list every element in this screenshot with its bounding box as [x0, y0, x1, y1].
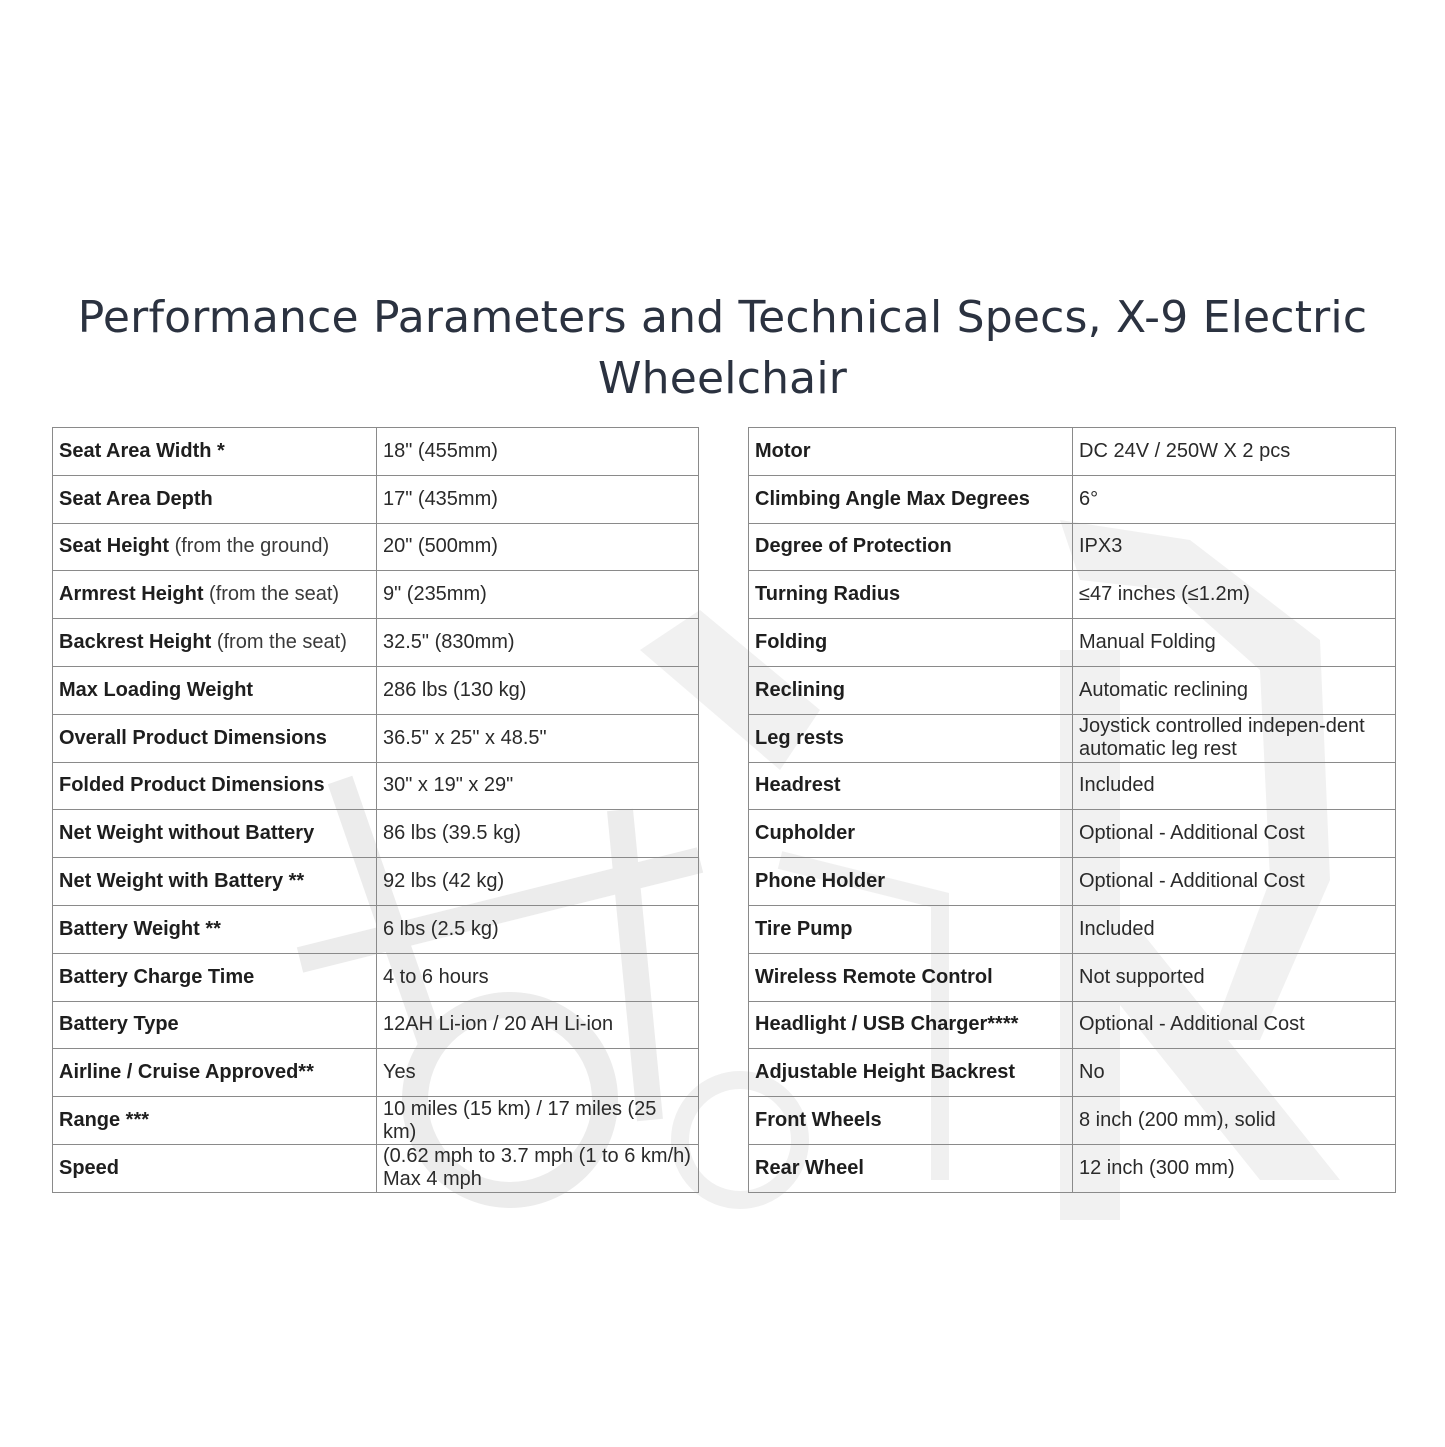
spec-label: Cupholder	[749, 810, 1073, 858]
spec-label: Range ***	[53, 1097, 377, 1145]
spec-label: Armrest Height (from the seat)	[53, 571, 377, 619]
spec-label: Headrest	[749, 762, 1073, 810]
specs-table-right	[748, 427, 1396, 1193]
spec-label: Speed	[53, 1144, 377, 1192]
spec-value: Joystick controlled indepen-dent automatic leg rest	[1073, 714, 1396, 762]
table-row	[53, 428, 699, 476]
spec-label: Headlight / USB Charger****	[749, 1001, 1073, 1049]
spec-label: Folding	[749, 619, 1073, 667]
spec-label: Airline / Cruise Approved**	[53, 1049, 377, 1097]
spec-label: Leg rests	[749, 714, 1073, 762]
table-row	[53, 523, 699, 571]
spec-label: Reclining	[749, 666, 1073, 714]
spec-value: IPX3	[1073, 523, 1396, 571]
spec-value: Included	[1073, 762, 1396, 810]
table-row	[749, 666, 1396, 714]
spec-value: 4 to 6 hours	[377, 953, 699, 1001]
table-row	[749, 571, 1396, 619]
spec-value: 12 inch (300 mm)	[1073, 1144, 1396, 1192]
spec-label: Battery Charge Time	[53, 953, 377, 1001]
table-row	[749, 1144, 1396, 1192]
spec-value: 30" x 19" x 29"	[377, 762, 699, 810]
spec-value: Optional - Additional Cost	[1073, 858, 1396, 906]
table-row	[53, 810, 699, 858]
page-title	[0, 287, 1445, 409]
spec-value: 286 lbs (130 kg)	[377, 666, 699, 714]
table-row	[749, 762, 1396, 810]
spec-value: 12AH Li-ion / 20 AH Li-ion	[377, 1001, 699, 1049]
spec-label: Folded Product Dimensions	[53, 762, 377, 810]
spec-value: Included	[1073, 905, 1396, 953]
table-row	[53, 1049, 699, 1097]
table-row	[53, 666, 699, 714]
spec-value: 6 lbs (2.5 kg)	[377, 905, 699, 953]
spec-value: 86 lbs (39.5 kg)	[377, 810, 699, 858]
spec-label: Seat Area Depth	[53, 475, 377, 523]
page-title-line-1: Performance Parameters and Technical Specs, X-9 Electric	[77, 292, 1368, 344]
table-row	[749, 1097, 1396, 1145]
spec-value: Not supported	[1073, 953, 1396, 1001]
table-row	[749, 475, 1396, 523]
table-row	[749, 1049, 1396, 1097]
spec-label: Motor	[749, 428, 1073, 476]
spec-label: Rear Wheel	[749, 1144, 1073, 1192]
spec-label: Overall Product Dimensions	[53, 714, 377, 762]
spec-label: Seat Height (from the ground)	[53, 523, 377, 571]
spec-label: Battery Weight **	[53, 905, 377, 953]
spec-value: 20" (500mm)	[377, 523, 699, 571]
spec-label: Front Wheels	[749, 1097, 1073, 1145]
spec-value: Automatic reclining	[1073, 666, 1396, 714]
table-row	[53, 953, 699, 1001]
table-row	[53, 858, 699, 906]
spec-value: (0.62 mph to 3.7 mph (1 to 6 km/h) Max 4 mph	[377, 1144, 699, 1192]
spec-label: Adjustable Height Backrest	[749, 1049, 1073, 1097]
table-row	[749, 858, 1396, 906]
table-row	[53, 571, 699, 619]
spec-value: No	[1073, 1049, 1396, 1097]
table-row	[53, 619, 699, 667]
spec-label: Phone Holder	[749, 858, 1073, 906]
spec-value: 17" (435mm)	[377, 475, 699, 523]
spec-label: Net Weight without Battery	[53, 810, 377, 858]
spec-value: ≤47 inches (≤1.2m)	[1073, 571, 1396, 619]
table-row	[749, 810, 1396, 858]
table-row	[53, 714, 699, 762]
spec-label: Tire Pump	[749, 905, 1073, 953]
table-row	[749, 1001, 1396, 1049]
spec-label: Turning Radius	[749, 571, 1073, 619]
spec-label: Wireless Remote Control	[749, 953, 1073, 1001]
spec-value: 32.5" (830mm)	[377, 619, 699, 667]
table-row	[749, 619, 1396, 667]
spec-label: Climbing Angle Max Degrees	[749, 475, 1073, 523]
spec-value: 36.5" x 25" x 48.5"	[377, 714, 699, 762]
spec-value: 10 miles (15 km) / 17 miles (25 km)	[377, 1097, 699, 1145]
spec-value: Optional - Additional Cost	[1073, 810, 1396, 858]
spec-label: Net Weight with Battery **	[53, 858, 377, 906]
table-row	[53, 762, 699, 810]
spec-value: Yes	[377, 1049, 699, 1097]
spec-label: Backrest Height (from the seat)	[53, 619, 377, 667]
table-row	[53, 475, 699, 523]
spec-label: Seat Area Width *	[53, 428, 377, 476]
table-row	[53, 905, 699, 953]
spec-label: Max Loading Weight	[53, 666, 377, 714]
table-row	[53, 1001, 699, 1049]
page-title-line-2: Wheelchair	[597, 353, 848, 405]
table-row	[53, 1144, 699, 1192]
spec-value: 18" (455mm)	[377, 428, 699, 476]
spec-value: Manual Folding	[1073, 619, 1396, 667]
spec-value: 9" (235mm)	[377, 571, 699, 619]
spec-value: 92 lbs (42 kg)	[377, 858, 699, 906]
table-row	[749, 428, 1396, 476]
table-row	[53, 1097, 699, 1145]
specs-table-left	[52, 427, 699, 1193]
spec-value: 8 inch (200 mm), solid	[1073, 1097, 1396, 1145]
table-row	[749, 523, 1396, 571]
table-row	[749, 714, 1396, 762]
spec-value: 6°	[1073, 475, 1396, 523]
spec-label: Degree of Protection	[749, 523, 1073, 571]
table-row	[749, 953, 1396, 1001]
spec-label: Battery Type	[53, 1001, 377, 1049]
table-row	[749, 905, 1396, 953]
spec-value: DC 24V / 250W X 2 pcs	[1073, 428, 1396, 476]
spec-value: Optional - Additional Cost	[1073, 1001, 1396, 1049]
